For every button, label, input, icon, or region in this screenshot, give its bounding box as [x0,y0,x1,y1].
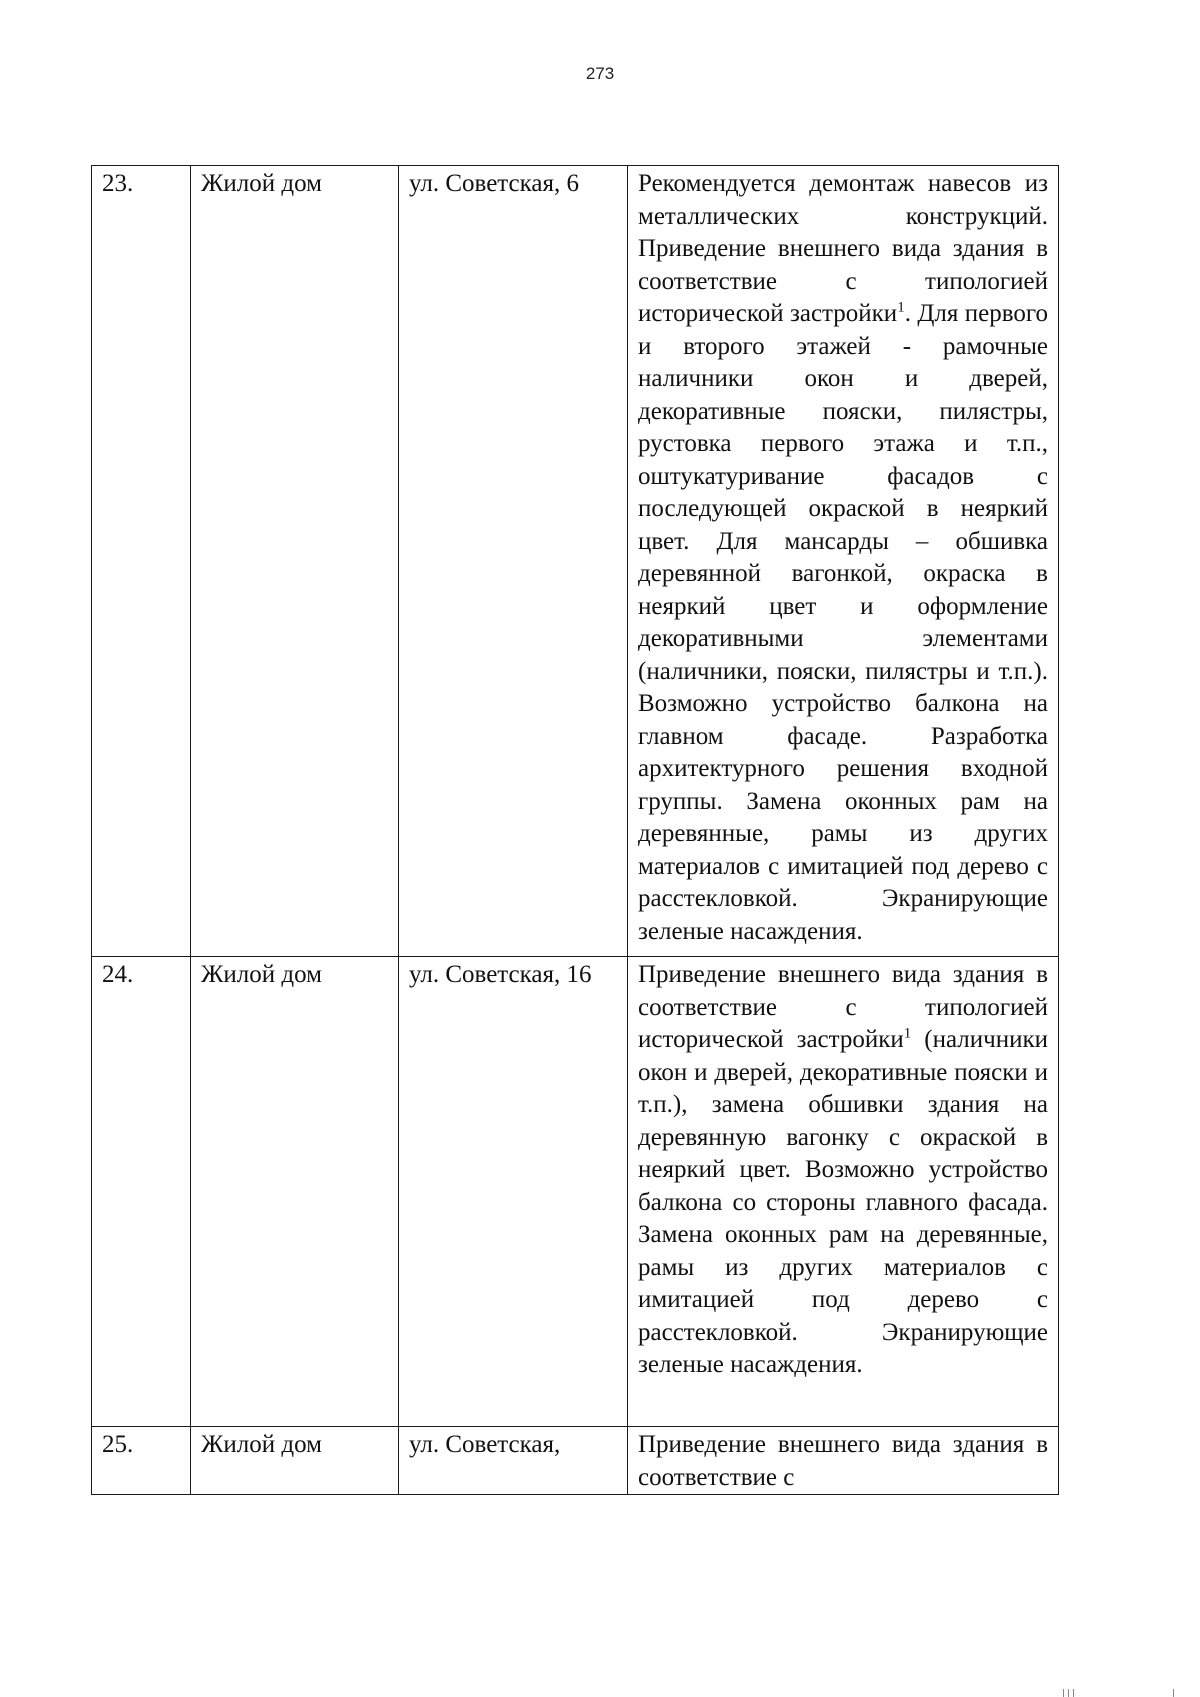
description-text: (наличники окон и дверей, декоративные пояски и т.п.), замена обшивки здания на деревянную вагонку с окраской в неяркий цвет. Возможно устройство балкона со стороны главного фасада. Замена оконных рам на деревянные, рамы из других материалов с имитацией под дерево с расстекловкой. Экранирующие зеленые насаждения. [638,1026,1048,1378]
page-number: 273 [585,64,615,83]
row-number: 24. [92,957,191,1427]
description-text: . Для первого и второго этажей - рамочные наличники окон и дверей, декоративные пояски, пилястры, рустовка первого этажа и т.п., оштукатуривание фасадов с последующей окраской в неяркий цвет. Для мансарды – обшивка деревянной вагонкой, окраска в неяркий цвет и оформление декоративными элементами (наличники, пояски, пилястры и т.п.). Возможно устройство балкона на главном фасаде. Разработка архитектурного решения входной группы. Замена оконных рам на деревянные, рамы из других материалов с имитацией под дерево с расстекловкой. Экранирующие зеленые насаждения. [638,300,1048,945]
row-number: 25. [92,1427,191,1495]
scan-artifact [1068,1689,1069,1697]
object-description [628,1427,1059,1495]
description-text: Приведение внешнего вида здания в соответствие с типологией исторической застройки [638,961,1048,1053]
scan-artifact [1173,1689,1174,1697]
table-row [92,1427,1059,1495]
description-clip [638,1429,1048,1493]
description-text: Рекомендуется демонтаж навесов из металлических конструкций. Приведение внешнего вида здания в соответствие с типологией исторической застройки [638,170,1048,327]
objects-table [91,165,1059,1495]
scan-artifact [1073,1689,1074,1697]
object-name: Жилой дом [191,1427,399,1495]
object-address: ул. Советская, 6 [399,166,628,957]
table-row [92,166,1059,957]
description-text: Приведение внешнего вида здания в соответствие с [638,1431,1048,1491]
object-name: Жилой дом [191,166,399,957]
row-number: 23. [92,166,191,957]
scan-artifact [1063,1689,1064,1697]
object-address: ул. Советская, [399,1427,628,1495]
footnote-marker: 1 [897,299,905,316]
object-description [628,166,1059,957]
footnote-marker: 1 [903,1025,912,1042]
object-description [628,957,1059,1427]
object-address: ул. Советская, 16 [399,957,628,1427]
table-row [92,957,1059,1427]
object-name: Жилой дом [191,957,399,1427]
